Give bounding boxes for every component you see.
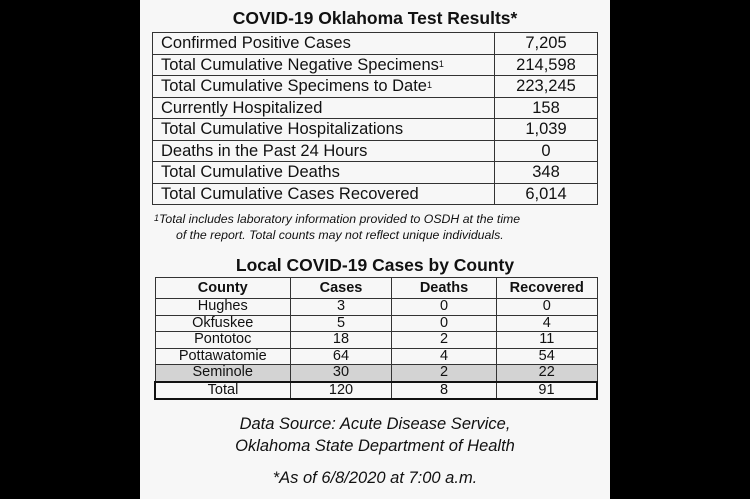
header-cases: Cases xyxy=(291,278,392,299)
result-label-cell xyxy=(153,54,495,76)
footnote-mark: 1 xyxy=(154,213,160,223)
county-row xyxy=(155,315,597,332)
result-footnote-mark: 1 xyxy=(426,80,432,91)
result-value: 7,205 xyxy=(495,33,598,55)
infographic-panel xyxy=(140,0,610,499)
result-value: 0 xyxy=(495,140,598,162)
county-row xyxy=(155,332,597,349)
result-label-cell xyxy=(153,33,495,55)
county-cell-cases: 64 xyxy=(291,348,392,365)
county-cell-deaths: 2 xyxy=(392,332,497,349)
data-source xyxy=(140,413,610,457)
result-label: Total Cumulative Specimens to Date xyxy=(161,77,427,96)
result-row xyxy=(153,54,598,76)
result-value: 158 xyxy=(495,97,598,119)
result-label-cell xyxy=(153,97,495,119)
result-row xyxy=(153,33,598,55)
as-of-date: *As of 6/8/2020 at 7:00 a.m. xyxy=(272,469,478,487)
result-row xyxy=(153,162,598,184)
result-value: 6,014 xyxy=(495,183,598,205)
result-value: 1,039 xyxy=(495,119,598,141)
test-results-table xyxy=(152,32,598,205)
header-deaths: Deaths xyxy=(392,278,497,299)
county-total-row xyxy=(155,382,597,400)
county-cell-recovered: 0 xyxy=(497,299,598,316)
county-cell-recovered: 11 xyxy=(497,332,598,349)
result-label-cell xyxy=(153,140,495,162)
footnote xyxy=(154,211,594,243)
header-recovered: Recovered xyxy=(497,278,598,299)
result-label: Total Cumulative Deaths xyxy=(161,163,340,182)
county-cell-cases: 30 xyxy=(291,365,392,382)
county-cell-county: Hughes xyxy=(155,299,291,316)
result-row xyxy=(153,76,598,98)
result-row xyxy=(153,140,598,162)
county-cell-cases: 5 xyxy=(291,315,392,332)
county-cell-county: Total xyxy=(155,382,291,400)
result-row xyxy=(153,119,598,141)
county-cell-county: Seminole xyxy=(155,365,291,382)
result-row xyxy=(153,183,598,205)
county-cell-deaths: 4 xyxy=(392,348,497,365)
county-cell-recovered: 22 xyxy=(497,365,598,382)
county-cell-cases: 3 xyxy=(291,299,392,316)
result-label-cell xyxy=(153,162,495,184)
result-label: Confirmed Positive Cases xyxy=(161,34,351,53)
county-cases-table xyxy=(154,277,598,400)
county-cell-recovered: 4 xyxy=(497,315,598,332)
result-footnote-mark: 1 xyxy=(438,58,444,69)
county-row xyxy=(155,365,597,382)
result-label: Total Cumulative Hospitalizations xyxy=(161,120,404,139)
county-cell-cases: 18 xyxy=(291,332,392,349)
test-results-title: COVID-19 Oklahoma Test Results* xyxy=(232,8,518,28)
data-source-line-2: Oklahoma State Department of Health xyxy=(235,437,515,455)
result-value: 214,598 xyxy=(495,54,598,76)
result-label: Total Cumulative Cases Recovered xyxy=(161,184,419,203)
county-cell-deaths: 0 xyxy=(392,299,497,316)
county-row xyxy=(155,348,597,365)
county-cell-recovered: 54 xyxy=(497,348,598,365)
county-cell-county: Pottawatomie xyxy=(155,348,291,365)
result-value: 348 xyxy=(495,162,598,184)
header-county: County xyxy=(155,278,291,299)
data-source-line-1: Data Source: Acute Disease Service, xyxy=(239,415,511,433)
result-label-cell xyxy=(153,183,495,205)
county-cell-deaths: 8 xyxy=(392,382,497,400)
result-label: Total Cumulative Negative Specimens xyxy=(161,55,439,74)
county-cell-deaths: 0 xyxy=(392,315,497,332)
county-table-title: Local COVID-19 Cases by County xyxy=(235,255,515,275)
result-label: Currently Hospitalized xyxy=(161,98,323,117)
county-cell-cases: 120 xyxy=(291,382,392,400)
county-row xyxy=(155,299,597,316)
county-cell-recovered: 91 xyxy=(497,382,598,400)
result-label-cell xyxy=(153,119,495,141)
result-label-cell xyxy=(153,76,495,98)
result-label: Deaths in the Past 24 Hours xyxy=(161,141,368,160)
result-row xyxy=(153,97,598,119)
county-cell-county: Okfuskee xyxy=(155,315,291,332)
county-header-row xyxy=(155,278,597,299)
county-cell-county: Pontotoc xyxy=(155,332,291,349)
county-cell-deaths: 2 xyxy=(392,365,497,382)
result-value: 223,245 xyxy=(495,76,598,98)
footnote-line-1: Total includes laboratory information provided to OSDH at the time xyxy=(159,212,521,226)
footnote-line-2: of the report. Total counts may not reflect unique individuals. xyxy=(176,228,504,242)
